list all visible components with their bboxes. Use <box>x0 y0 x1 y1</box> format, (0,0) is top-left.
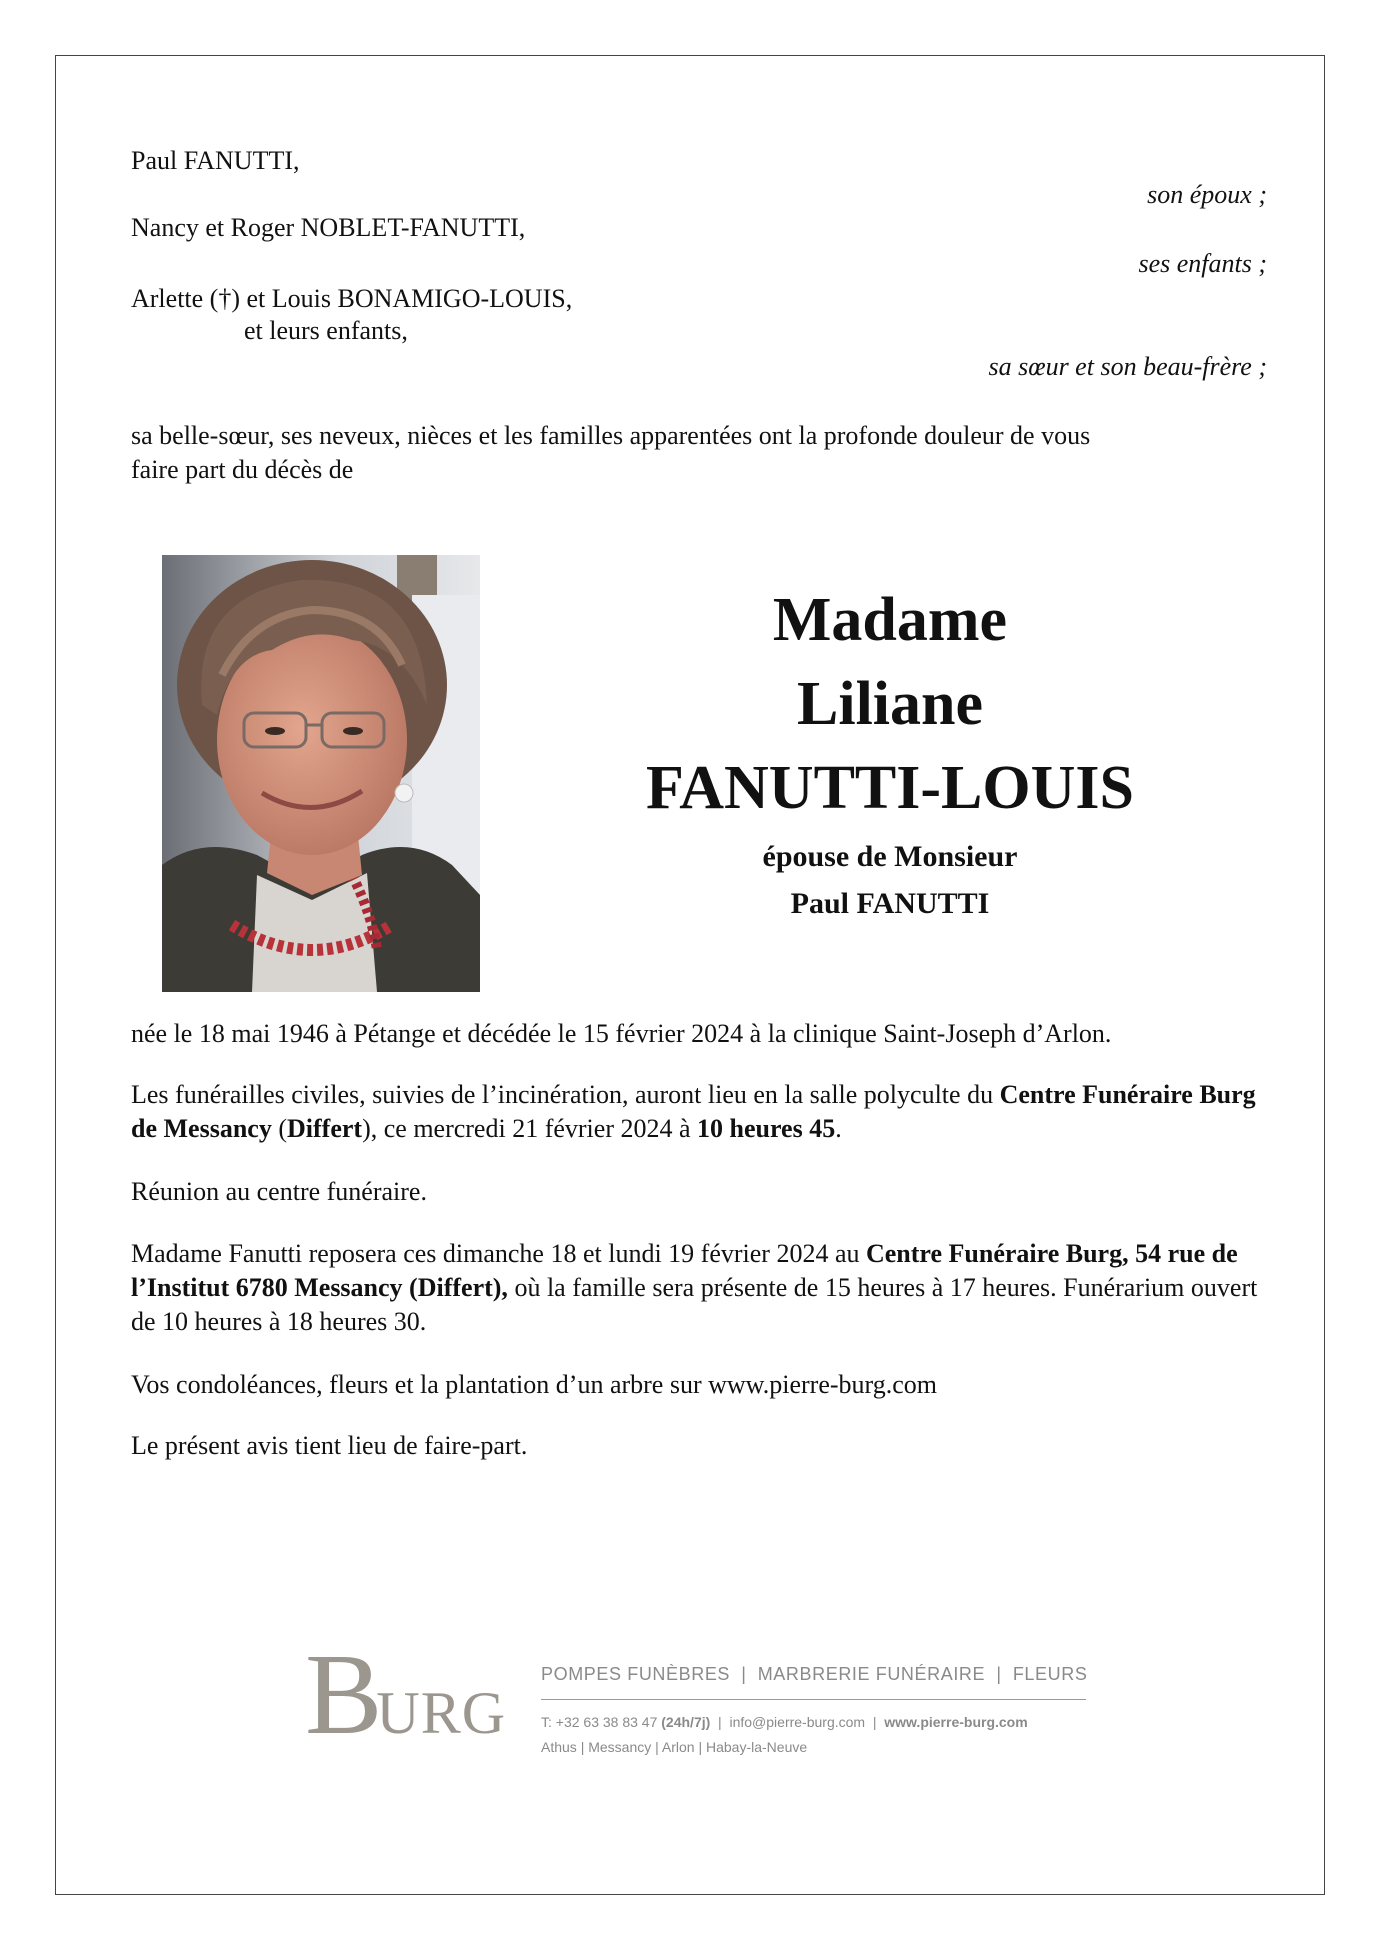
intro-line-1: sa belle-sœur, ses neveux, nièces et les familles apparentées ont la profonde douleur de vous <box>131 421 1091 450</box>
footer-website: www.pierre-burg.com <box>884 1714 1028 1730</box>
burg-logo-b: B <box>305 1631 377 1759</box>
funeral-locality: Differt <box>287 1114 363 1143</box>
viewing-text-a: Madame Fanutti reposera ces dimanche 18 et lundi 19 février 2024 au <box>131 1239 866 1268</box>
funeral-paragraph <box>131 1078 1271 1146</box>
viewing-paragraph <box>131 1237 1271 1339</box>
footer-contact <box>541 1712 1028 1732</box>
viewing-text-c: où la famille sera présente de 15 heures à 17 heures. Funérarium ouvert de 10 heures à 18 heures 30. <box>131 1273 1258 1336</box>
footer-email: | info@pierre-burg.com | <box>710 1714 885 1730</box>
condolences-text: Vos condoléances, fleurs et la plantation d’un arbre sur www.pierre-burg.com <box>131 1370 937 1399</box>
intro-line-2: faire part du décès de <box>131 455 354 484</box>
family-role-children: ses enfants ; <box>1138 249 1267 278</box>
spouse-line-2: Paul FANUTTI <box>790 887 990 920</box>
birth-death-text: née le 18 mai 1946 à Pétange et décédée le 15 février 2024 à la clinique Saint-Joseph d’Arlon. <box>131 1019 1112 1048</box>
family-role-spouse: son époux ; <box>1147 180 1267 209</box>
family-role-sister: sa sœur et son beau-frère ; <box>988 352 1267 381</box>
family-line-sister: Arlette (†) et Louis BONAMIGO-LOUIS, <box>131 284 573 313</box>
notice-text: Le présent avis tient lieu de faire-part. <box>131 1431 528 1460</box>
burg-logo <box>305 1631 507 1759</box>
funeral-location: Centre Funéraire Burg de Messancy <box>131 1080 1256 1143</box>
funeral-text-end: . <box>835 1114 842 1143</box>
funeral-text-e: ) <box>362 1114 371 1143</box>
viewing-address: Centre Funéraire Burg, 54 rue de l’Institut 6780 Messancy (Differt), <box>131 1239 1238 1302</box>
family-line-children: Nancy et Roger NOBLET-FANUTTI, <box>131 213 526 242</box>
deceased-first-name: Liliane <box>796 670 984 738</box>
footer-phone: T: +32 63 38 83 47 <box>541 1714 662 1730</box>
funeral-text-c: ( <box>271 1114 287 1143</box>
deceased-last-name: FANUTTI-LOUIS <box>645 754 1135 822</box>
footer-services: POMPES FUNÈBRES | MARBRERIE FUNÉRAIRE | FLEURS <box>541 1664 1088 1684</box>
funeral-date: , ce mercredi 21 février 2024 à <box>370 1114 698 1143</box>
footer-locations: Athus | Messancy | Arlon | Habay-la-Neuve <box>541 1739 808 1755</box>
funeral-time: 10 heures 45 <box>697 1114 836 1143</box>
footer-divider <box>541 1699 1086 1700</box>
family-line-spouse: Paul FANUTTI, <box>131 146 300 175</box>
portrait-photo <box>162 555 480 992</box>
funeral-text-a: Les funérailles civiles, suivies de l’incinération, auront lieu en la salle polyculte du <box>131 1080 1000 1109</box>
burg-logo-rest: URG <box>376 1680 507 1746</box>
deceased-title: Madame <box>772 586 1008 654</box>
reunion-text: Réunion au centre funéraire. <box>131 1177 427 1206</box>
footer-hours: (24h/7j) <box>661 1714 711 1730</box>
family-line-sister-children: et leurs enfants, <box>244 316 408 345</box>
spouse-line-1: épouse de Monsieur <box>762 840 1018 873</box>
